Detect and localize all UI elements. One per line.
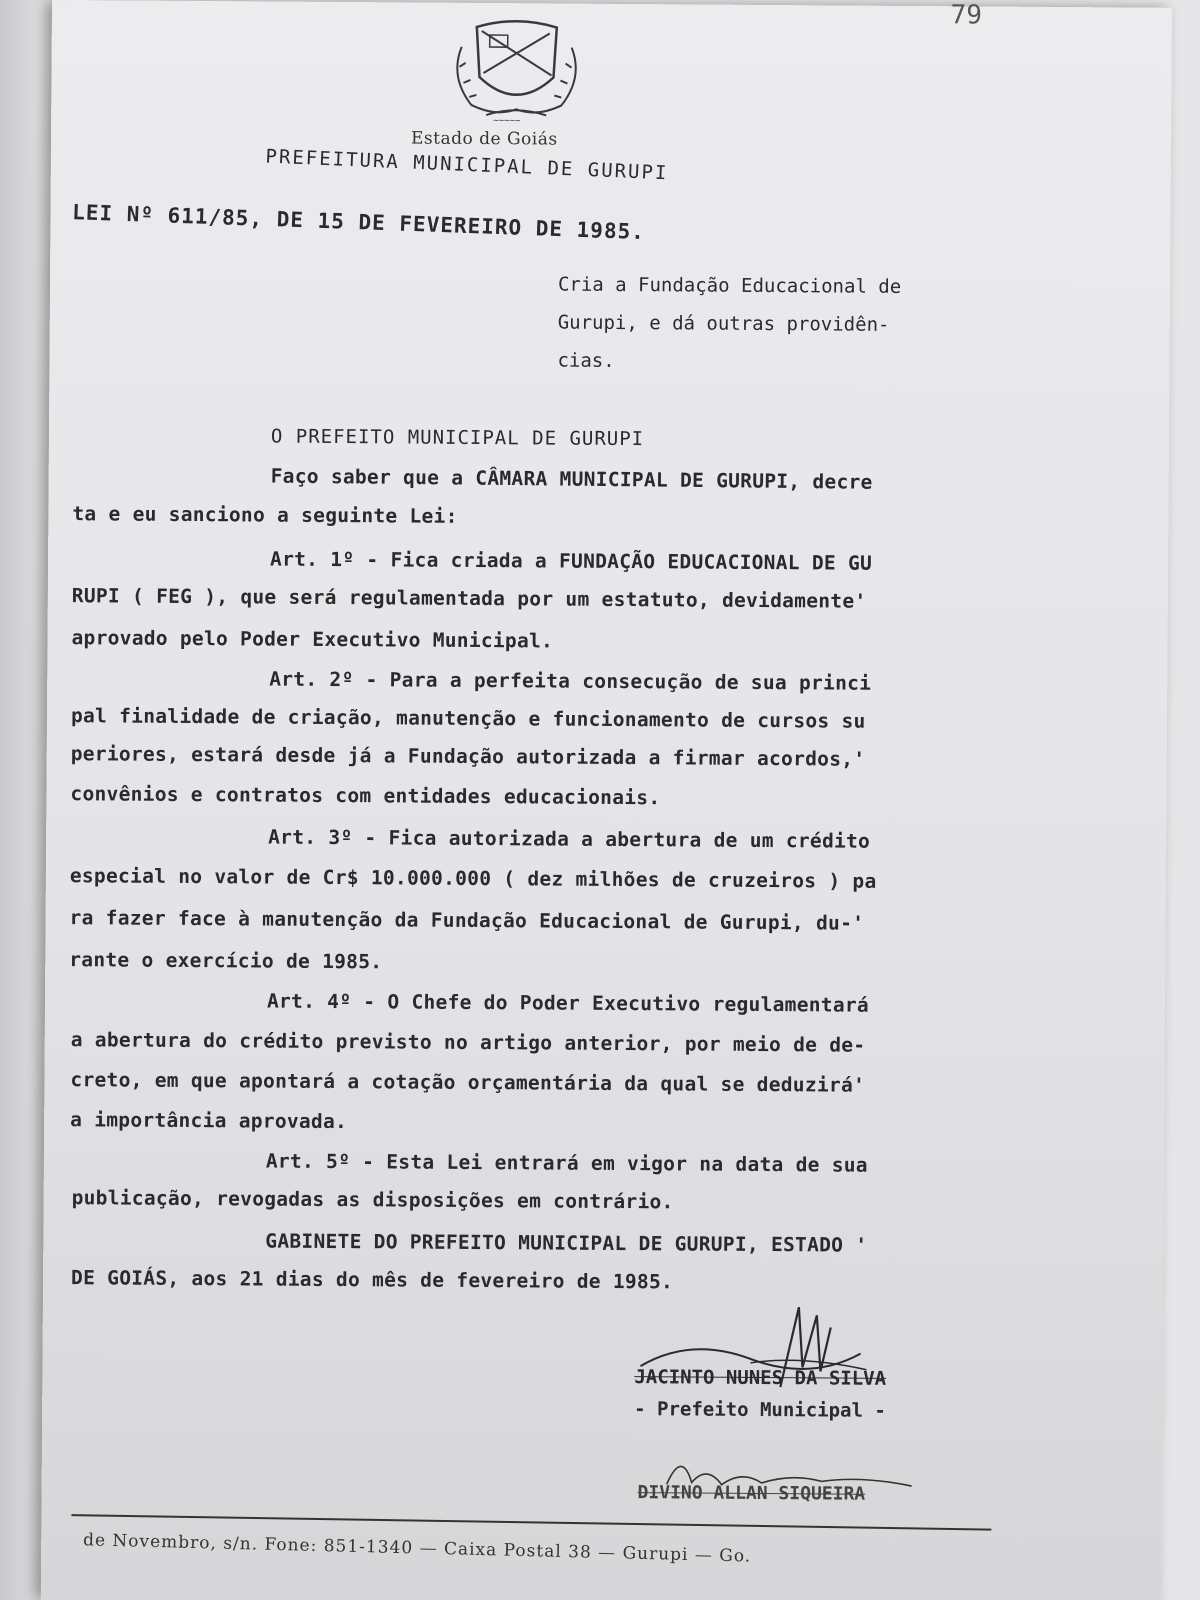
document-page — [41, 0, 1172, 1600]
footer-rule — [71, 1514, 991, 1530]
body-line: Faço saber que a CÂMARA MUNICIPAL DE GURUPI, decre — [270, 464, 873, 494]
body-line: a abertura do crédito previsto no artigo anterior, por meio de de- — [70, 1028, 866, 1057]
body-line: Art. 4º - O Chefe do Poder Executivo regulamentará — [266, 989, 870, 1017]
law-summary-line: cias. — [557, 349, 615, 372]
letterhead-office: PREFEITURA MUNICIPAL DE GURUPI — [265, 145, 669, 185]
letterhead-state: Estado de Goiás — [410, 128, 558, 150]
body-line: aprovado pelo Poder Executivo Municipal. — [71, 626, 554, 653]
body-line: periores, estará desde já a Fundação autorizada a firmar acordos,' — [70, 742, 866, 771]
body-line: Art. 5º - Esta Lei entrará em vigor na data de sua — [265, 1149, 868, 1177]
law-summary-line: Cria a Fundação Educacional de — [557, 273, 902, 298]
svg-text:~~~~~: ~~~~~ — [493, 116, 521, 127]
body-line: publicação, revogadas as disposições em contrário. — [71, 1186, 674, 1214]
signatory-name: JACINTO NUNES DA SILVA — [634, 1366, 887, 1390]
body-line: Art. 3º - Fica autorizada a abertura de um crédito — [268, 825, 871, 853]
body-line: rante o exercício de 1985. — [69, 948, 383, 974]
body-line: Art. 2º - Para a perfeita consecução de sua princi — [269, 667, 872, 695]
body-line: RUPI ( FEG ), que será regulamentada por um estatuto, devidamente' — [71, 584, 867, 613]
footer-address: de Novembro, s/n. Fone: 851-1340 — Caixa Postal 38 — Gurupi — Go. — [82, 1530, 752, 1567]
body-line: GABINETE DO PREFEITO MUNICIPAL DE GURUPI, ESTADO ' — [265, 1229, 868, 1257]
body-line: ta e eu sanciono a seguinte Lei: — [72, 502, 458, 528]
secretary-name: DIVINO ALLAN SIQUEIRA — [637, 1482, 866, 1505]
body-line: especial no valor de Cr$ 10.000.000 ( dez milhões de cruzeiros ) pa — [69, 864, 877, 893]
body-line: Art. 1º - Fica criada a FUNDAÇÃO EDUCACIONAL DE GU — [270, 547, 873, 575]
municipal-crest-icon — [441, 17, 592, 128]
law-summary — [557, 266, 988, 383]
law-number-title: LEI Nº 611/85, DE 15 DE FEVEREIRO DE 1985. — [71, 200, 646, 245]
law-summary-line: Gurupi, e dá outras providên- — [557, 311, 890, 336]
body-line: convênios e contratos com entidades educacionais. — [70, 782, 661, 810]
enacting-heading: O PREFEITO MUNICIPAL DE GURUPI — [270, 425, 645, 451]
body-line: DE GOIÁS, aos 21 dias do mês de fevereiro de 1985. — [71, 1266, 674, 1294]
body-line: creto, em que apontará a cotação orçamentária da qual se deduzirá' — [70, 1068, 866, 1097]
signatory-title: - Prefeito Municipal - — [634, 1398, 886, 1422]
body-line: ra fazer face à manutenção da Fundação Educacional de Gurupi, du-' — [69, 906, 865, 935]
body-line: pal finalidade de criação, manutenção e funcionamento de cursos su — [70, 704, 866, 733]
folio-number: 79 — [950, 0, 983, 31]
body-line: a importância aprovada. — [70, 1108, 348, 1134]
